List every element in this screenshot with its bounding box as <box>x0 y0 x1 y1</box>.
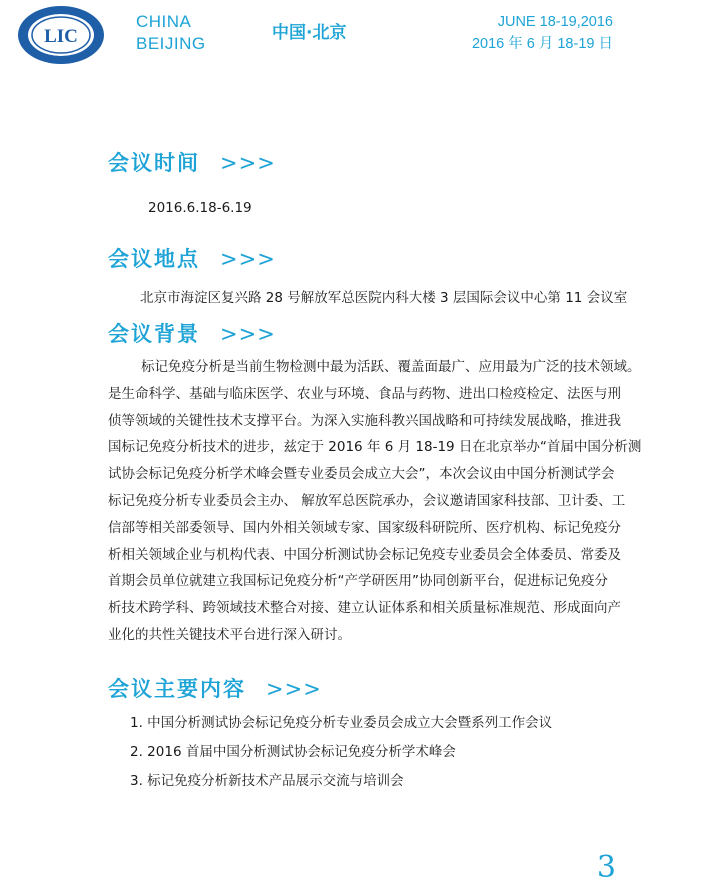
arrows-icon: >>> <box>220 247 276 271</box>
header-city-cn: 中国·北京 <box>272 23 347 43</box>
paragraph-line: 标记免疫分析专业委员会主办、 解放军总医院承办，会议邀请国家科技部、卫计委、工 <box>108 492 626 509</box>
header-city-en-1: CHINA <box>136 12 192 31</box>
background-paragraph <box>108 354 642 649</box>
paragraph-line: 是生命科学、基础与临床医学、农业与环境、食品与药物、进出口检疫检定、法医与刑 <box>108 385 621 402</box>
header-city-en <box>136 11 206 55</box>
list-item: 2. 2016 首届中国分析测试协会标记免疫分析学术峰会 <box>130 744 456 760</box>
section-title: 会议地点 <box>108 246 200 271</box>
list-item: 3. 标记免疫分析新技术产品展示交流与培训会 <box>130 773 404 789</box>
header-city-en-2: BEIJING <box>136 34 206 53</box>
logo-text: LIC <box>44 26 78 47</box>
meeting-place-value: 北京市海淀区复兴路 28 号解放军总医院内科大楼 3 层国际会议中心第 11 会议室 <box>140 290 628 306</box>
paragraph-line: 侦等领域的关键性技术支撑平台。为深入实施科教兴国战略和可持续发展战略，推进我 <box>108 412 621 429</box>
list-item: 1. 中国分析测试协会标记免疫分析专业委员会成立大会暨系列工作会议 <box>130 715 553 731</box>
paragraph-line: 业化的共性关键技术平台进行深入研讨。 <box>108 626 351 643</box>
paragraph-line: 析相关领域企业与机构代表、中国分析测试协会标记免疫专业委员会全体委员、常委及 <box>108 546 621 563</box>
paragraph-line: 国标记免疫分析技术的进步，兹定于 2016 年 6 月 18-19 日在北京举办“首届中国分析测 <box>108 439 642 456</box>
paragraph-line: 析技术跨学科、跨领域技术整合对接、建立认证体系和相关质量标准规范、形成面向产 <box>108 600 621 617</box>
arrows-icon: >>> <box>220 322 276 346</box>
content-list <box>130 709 552 796</box>
section-heading-background <box>108 318 276 348</box>
section-title: 会议时间 <box>108 150 200 175</box>
arrows-icon: >>> <box>266 677 322 701</box>
paragraph-line: 标记免疫分析是当前生物检测中最为活跃、覆盖面最广、应用最为广泛的技术领域。 <box>141 359 641 375</box>
paragraph-line: 首期会员单位就建立我国标记免疫分析“产学研医用”协同创新平台，促进标记免疫分 <box>108 573 608 590</box>
section-title: 会议背景 <box>108 321 200 346</box>
lic-logo <box>16 4 106 66</box>
section-heading-time <box>108 147 276 177</box>
page-number: 3 <box>596 850 616 885</box>
header-date-en: JUNE 18-19,2016 <box>497 14 613 30</box>
header-date-cn: 2016 年 6 月 18-19 日 <box>471 36 613 52</box>
header-date <box>472 11 613 55</box>
paragraph-line: 信部等相关部委领导、国内外相关领域专家、国家级科研院所、医疗机构、标记免疫分 <box>108 519 621 536</box>
arrows-icon: >>> <box>220 151 276 175</box>
section-heading-content <box>108 673 322 703</box>
meeting-time-value: 2016.6.18-6.19 <box>148 200 252 216</box>
paragraph-line: 试协会标记免疫分析学术峰会暨专业委员会成立大会”，本次会议由中国分析测试学会 <box>108 466 615 483</box>
section-heading-place <box>108 243 276 273</box>
section-title: 会议主要内容 <box>108 676 246 701</box>
